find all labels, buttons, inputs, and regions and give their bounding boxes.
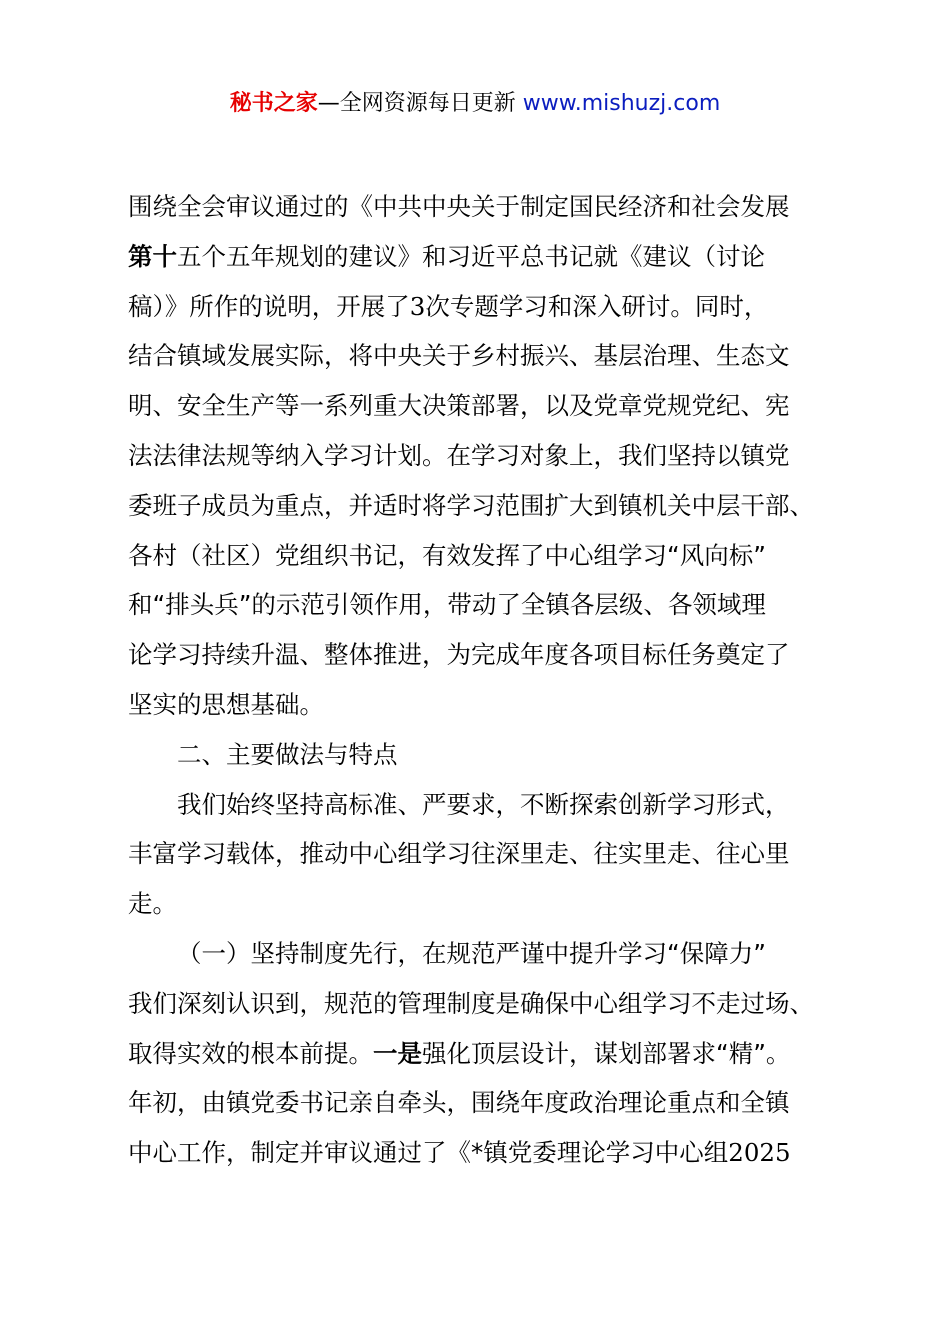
body-line: 明、安全生产等一系列重大决策部署，以及党章党规党纪、宪 [128,391,790,421]
brand-name: 秘书之家 [229,91,318,116]
line-text: 中心工作，制定并审议通过了《*镇党委理论学习中心组 [128,1138,729,1168]
body-line: 走。 [128,889,177,919]
body-line [128,282,844,332]
page-header [0,88,950,120]
body-line: 丰富学习载体，推动中心组学习往深里走、往实里走、往心里 [128,839,790,869]
body-line: 围绕全会审议通过的《中共中央关于制定国民经济和社会发展 [128,192,790,221]
body-line: 结合镇域发展实际，将中央关于乡村振兴、基层治理、生态文 [128,341,790,371]
line-text: 稿）》所作的说明，开展了 [128,291,410,321]
body-line [128,1029,844,1079]
body-line: 各村（社区）党组织书记，有效发挥了中心组学习“风向标” [128,540,766,570]
line-text: 强化顶层设计，谋划部署求“精”。 [422,1038,791,1068]
header-tagline: —全网资源每日更新 [317,91,523,116]
bold-text: 一是 [373,1038,422,1068]
line-text: 次专题学习和深入研讨。同时， [425,291,769,321]
body-line: 法法律法规等纳入学习计划。在学习对象上，我们坚持以镇党 [128,440,790,470]
number-text: 3 [409,291,426,321]
body-line [128,232,844,282]
body-line: 坚实的思想基础。 [128,689,324,719]
bold-text: 第十 [128,241,177,271]
subsection-heading: （一）坚持制度先行，在规范严谨中提升学习“保障力” [177,938,766,968]
body-line: 我们始终坚持高标准、严要求，不断探索创新学习形式， [177,789,790,819]
body-line [128,1128,844,1178]
document-body [128,182,844,1178]
body-line: 和“排头兵”的示范引领作用，带动了全镇各层级、各领域理 [128,590,766,620]
number-text: 2025 [728,1138,791,1168]
line-text: 五个五年规划的建议》和习近平总书记就《建议（讨论 [177,241,765,271]
site-url: www.mishuzj.com [522,91,721,116]
body-line: 委班子成员为重点，并适时将学习范围扩大到镇机关中层干部、 [128,490,814,520]
body-line: 年初，由镇党委书记亲自牵头，围绕年度政治理论重点和全镇 [128,1088,790,1118]
body-line: 我们深刻认识到，规范的管理制度是确保中心组学习不走过场、 [128,988,814,1018]
line-text: 取得实效的根本前提。 [128,1038,373,1068]
section-heading: 二、主要做法与特点 [177,739,398,769]
body-line: 论学习持续升温、整体推进，为完成年度各项目标任务奠定了 [128,640,790,670]
